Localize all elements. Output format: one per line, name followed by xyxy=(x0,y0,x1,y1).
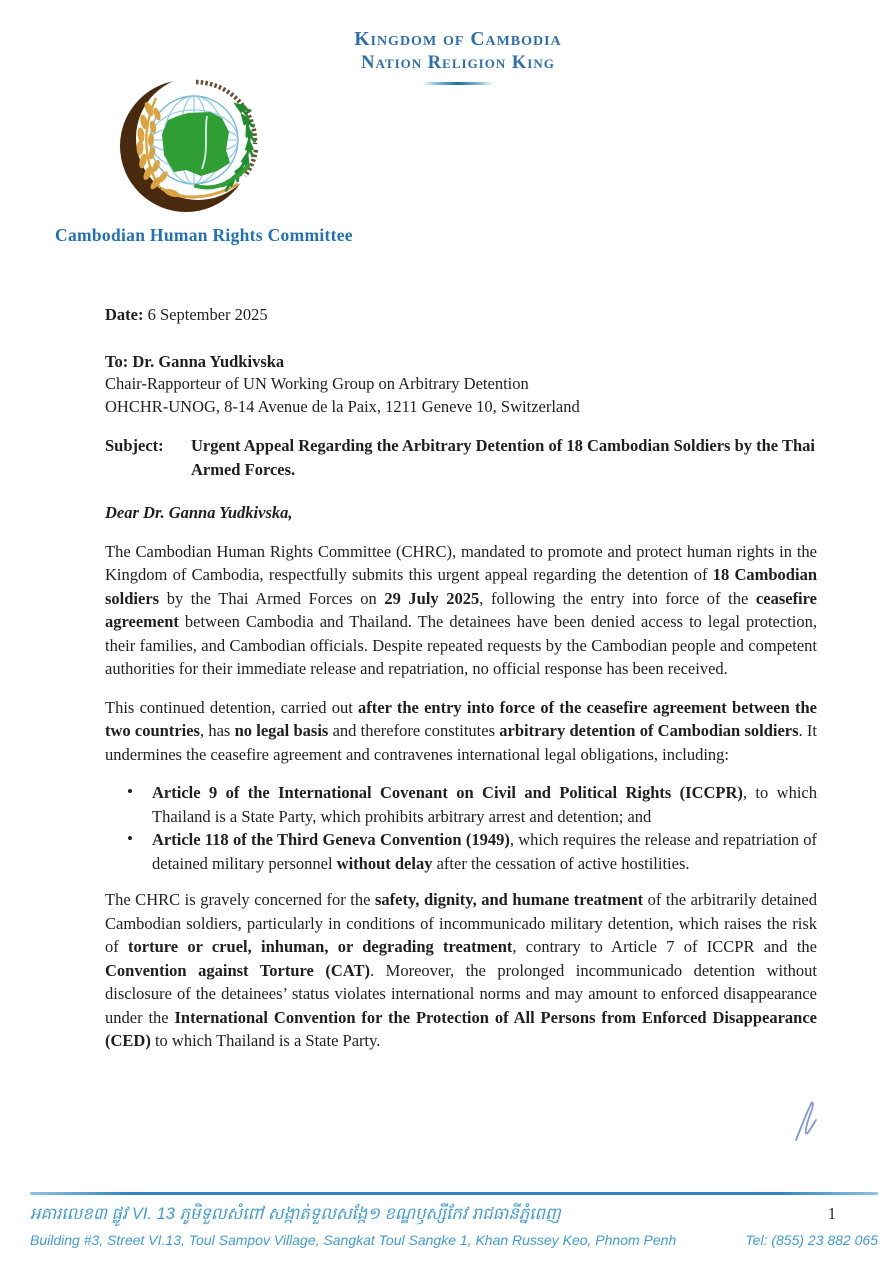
footer-divider xyxy=(30,1192,878,1195)
kingdom-header-line1: Kingdom of Cambodia xyxy=(354,29,562,50)
subject-line xyxy=(105,434,817,481)
chrc-logo-emblem-icon xyxy=(112,76,268,218)
paragraph-2: This continued detention, carried out after the entry into force of the ceasefire agreement between the two countries, has no legal basis and therefore constitutes arbitrary detention of Cambodian soldiers. It undermines the ceasefire agreement and contravenes international legal obligations, including: xyxy=(105,697,817,764)
recipient-name-line xyxy=(105,351,817,374)
legal-points-list xyxy=(105,781,817,875)
bullet-geneva: Article 118 of the Third Geneva Convention (1949), which requires the release and repatriation of detained military personnel without delay after the cessation of active hostilities. xyxy=(152,830,817,873)
footer-address-khmer: អគារលេខ៣ ផ្លូវ VI. 13 ភូមិទួលសំពៅ សង្កាត់ទួលសង្កែ១ ខណ្ឌឫស្សីកែវ រាជធានីភ្នំពេញ xyxy=(30,1205,561,1223)
salutation: Dear Dr. Ganna Yudkivska, xyxy=(105,503,293,522)
logo-cambodia-map xyxy=(162,112,230,176)
pen-checkmark xyxy=(792,1098,818,1149)
letterhead-footer xyxy=(30,1192,878,1249)
recipient-address: OHCHR-UNOG, 8-14 Avenue de la Paix, 1211 Geneve 10, Switzerland xyxy=(105,396,580,416)
logo-globe xyxy=(150,96,238,184)
to-label: To: xyxy=(105,351,129,371)
org-name: Cambodian Human Rights Committee xyxy=(55,225,353,245)
letter-body xyxy=(105,303,817,1053)
header-divider xyxy=(422,82,494,85)
recipient-title: Chair-Rapporteur of UN Working Group on Arbitrary Detention xyxy=(105,374,529,393)
date-label: Date: xyxy=(105,305,144,324)
bullet-iccpr: Article 9 of the International Covenant on Civil and Political Rights (ICCPR), to which Thailand is a State Party, which prohibits arbitrary arrest and detention; and xyxy=(152,783,817,826)
footer-row-english xyxy=(30,1231,878,1249)
paragraph-3: The CHRC is gravely concerned for the safety, dignity, and humane treatment of the arbitrarily detained Cambodian soldiers, particularly in conditions of incommunicado military detention, which raises the risk of torture or cruel, inhuman, or degrading treatment, contrary to Article 7 of ICCPR and the Convention against Torture (CAT). Moreover, the prolonged incommunicado detention without disclosure of the detainees’ status violates international norms and may amount to enforced disappearance under the International Convention for the Protection of All Persons from Enforced Disappearance (CED) to which Thailand is a State Party. xyxy=(105,890,817,1050)
list-item xyxy=(105,828,817,875)
list-item xyxy=(105,781,817,828)
recipient-block xyxy=(105,351,817,419)
footer-row-khmer xyxy=(30,1202,878,1226)
kingdom-header-line2: Nation Religion King xyxy=(361,53,555,73)
paragraph-1: The Cambodian Human Rights Committee (CHRC), mandated to promote and protect human rights in the Kingdom of Cambodia, respectfully submits this urgent appeal regarding the detention of 18 Cambodian soldiers by the Thai Armed Forces on 29 July 2025, following the entry into force of the ceasefire agreement between Cambodia and Thailand. The detainees have been denied access to legal protection, their families, and Cambodian officials. Despite repeated requests by the Cambodian people and competent authorities for their immediate release and repatriation, no official response has been received. xyxy=(105,541,817,678)
date-line xyxy=(105,303,817,327)
recipient-name: Dr. Ganna Yudkivska xyxy=(132,351,285,371)
footer-telephone: Tel: (855) 23 882 065 xyxy=(745,1232,878,1248)
subject-text: Urgent Appeal Regarding the Arbitrary Detention of 18 Cambodian Soldiers by the Thai Armed Forces. xyxy=(191,436,815,479)
date-value: 6 September 2025 xyxy=(147,305,268,324)
subject-label: Subject: xyxy=(105,436,164,455)
page-number: 1 xyxy=(827,1204,836,1223)
footer-address-english: Building #3, Street VI.13, Toul Sampov Village, Sangkat Toul Sangke 1, Khan Russey Keo, Phnom Penh xyxy=(30,1232,677,1248)
